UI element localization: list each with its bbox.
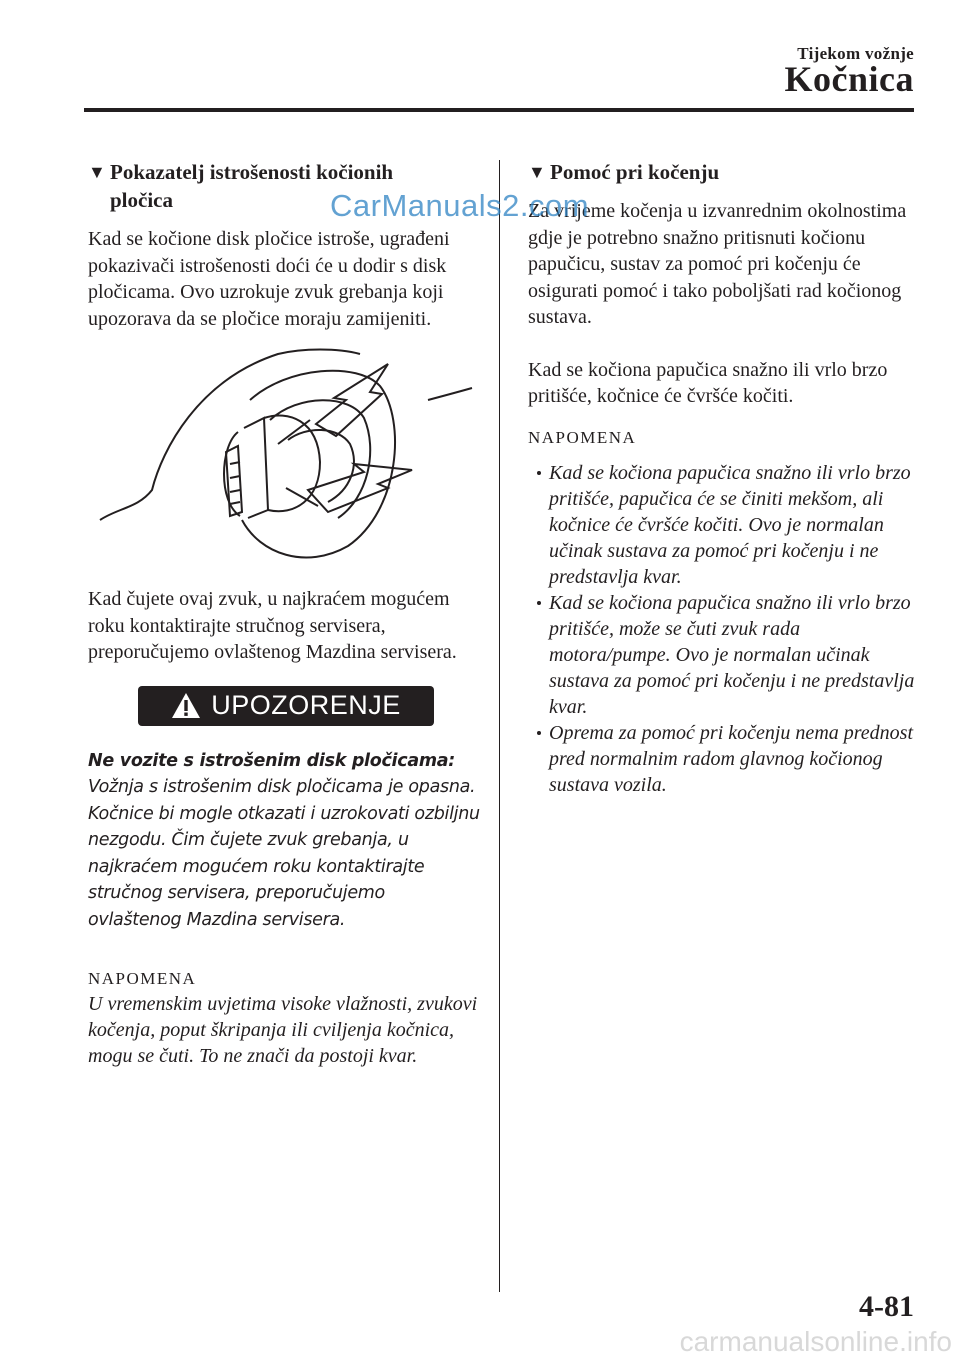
section-title: Tijekom vožnje — [797, 44, 914, 63]
chapter-title: Kočnica — [784, 59, 914, 99]
note-text-left: U vremenskim uvjetima visoke vlažnosti, zvukovi kočenja, poput škripanja ili cviljenja kočnica, mogu se čuti. To ne znači da postoji kvar. — [88, 993, 478, 1067]
heading-line-2: pločica — [110, 188, 173, 212]
wear-indicator-text: Kad se kočione disk pločice istroše, ugrađeni pokazivači istrošenosti doći će u dodir s disk pločicama. Ovo uzrokuje zvuk grebanja koji upozorava da se pločice moraju zamijeniti. — [88, 228, 450, 330]
warning-triangle-icon — [171, 692, 201, 719]
bullet-icon — [537, 471, 541, 475]
heading-line-1: Pokazatelj istrošenosti kočionih — [110, 160, 394, 184]
warning-body: Vožnja s istrošenim disk pločicama je opasna. Kočnice bi mogle otkazati i uzrokovati ozbiljnu nezgodu. Čim čujete zvuk grebanja, u najkraćem mogućem roku kontaktirajte stručnog servisera, preporučujemo ovlaštenog Mazdina servisera. — [88, 777, 480, 930]
section-heading-brake-assist — [528, 158, 920, 186]
header-rule — [84, 108, 914, 112]
triangle-down-icon: ▼ — [88, 162, 106, 182]
contact-service-text: Kad čujete ovaj zvuk, u najkraćem mogućem roku kontaktirajte stručnog servisera, preporučujemo ovlaštenog Mazdina servisera. — [88, 588, 457, 663]
note-label-right: NAPOMENA — [528, 427, 637, 447]
watermark-link[interactable]: CarManuals2.com — [330, 188, 590, 223]
bullet-icon — [537, 601, 541, 605]
right-column — [528, 158, 920, 798]
footer-watermark: carmanualsonline.info — [679, 1326, 952, 1357]
page-number: 4-81 — [859, 1290, 914, 1323]
warning-label: UPOZORENJE — [211, 690, 401, 720]
heading-text: Pomoć pri kočenju — [550, 160, 720, 184]
list-item: Kad se kočiona papučica snažno ili vrlo brzo pritišće, može se čuti zvuk rada motora/pumpe. Ovo je normalan učinak sustava za pomoć pri kočenju i ne predstavlja kvar. — [528, 590, 920, 720]
brake-assist-effect-text: Kad se kočiona papučica snažno ili vrlo brzo pritišće, kočnice će čvršće kočiti. — [528, 358, 888, 407]
left-column — [88, 158, 480, 1069]
brake-assist-text: Za vrijeme kočenja u izvanrednim okolnostima gdje je potrebno snažno pritisnuti kočionu papučicu, sustav za pomoć pri kočenju će osigurati pomoć i tako poboljšati rad kočionog sustava. — [528, 200, 907, 328]
bullet-icon — [537, 731, 541, 735]
triangle-down-icon: ▼ — [528, 162, 546, 182]
note-label-left: NAPOMENA — [88, 969, 197, 988]
column-divider — [499, 160, 500, 1292]
warning-banner — [138, 686, 434, 726]
warning-lead: Ne vozite s istrošenim disk pločicama: — [88, 750, 455, 771]
list-item: Oprema za pomoć pri kočenju nema prednost pred normalnim radom glavnog kočionog sustava vozila. — [528, 720, 920, 798]
list-item: Kad se kočiona papučica snažno ili vrlo brzo pritišće, papučica će se činiti mekšom, ali kočnice će čvršće kočiti. Ovo je normalan učinak sustava za pomoć pri kočenju i ne predstavlja kvar. — [528, 460, 920, 590]
warning-content — [88, 748, 480, 934]
note-list — [528, 460, 920, 798]
brake-disc-illustration — [88, 340, 480, 576]
